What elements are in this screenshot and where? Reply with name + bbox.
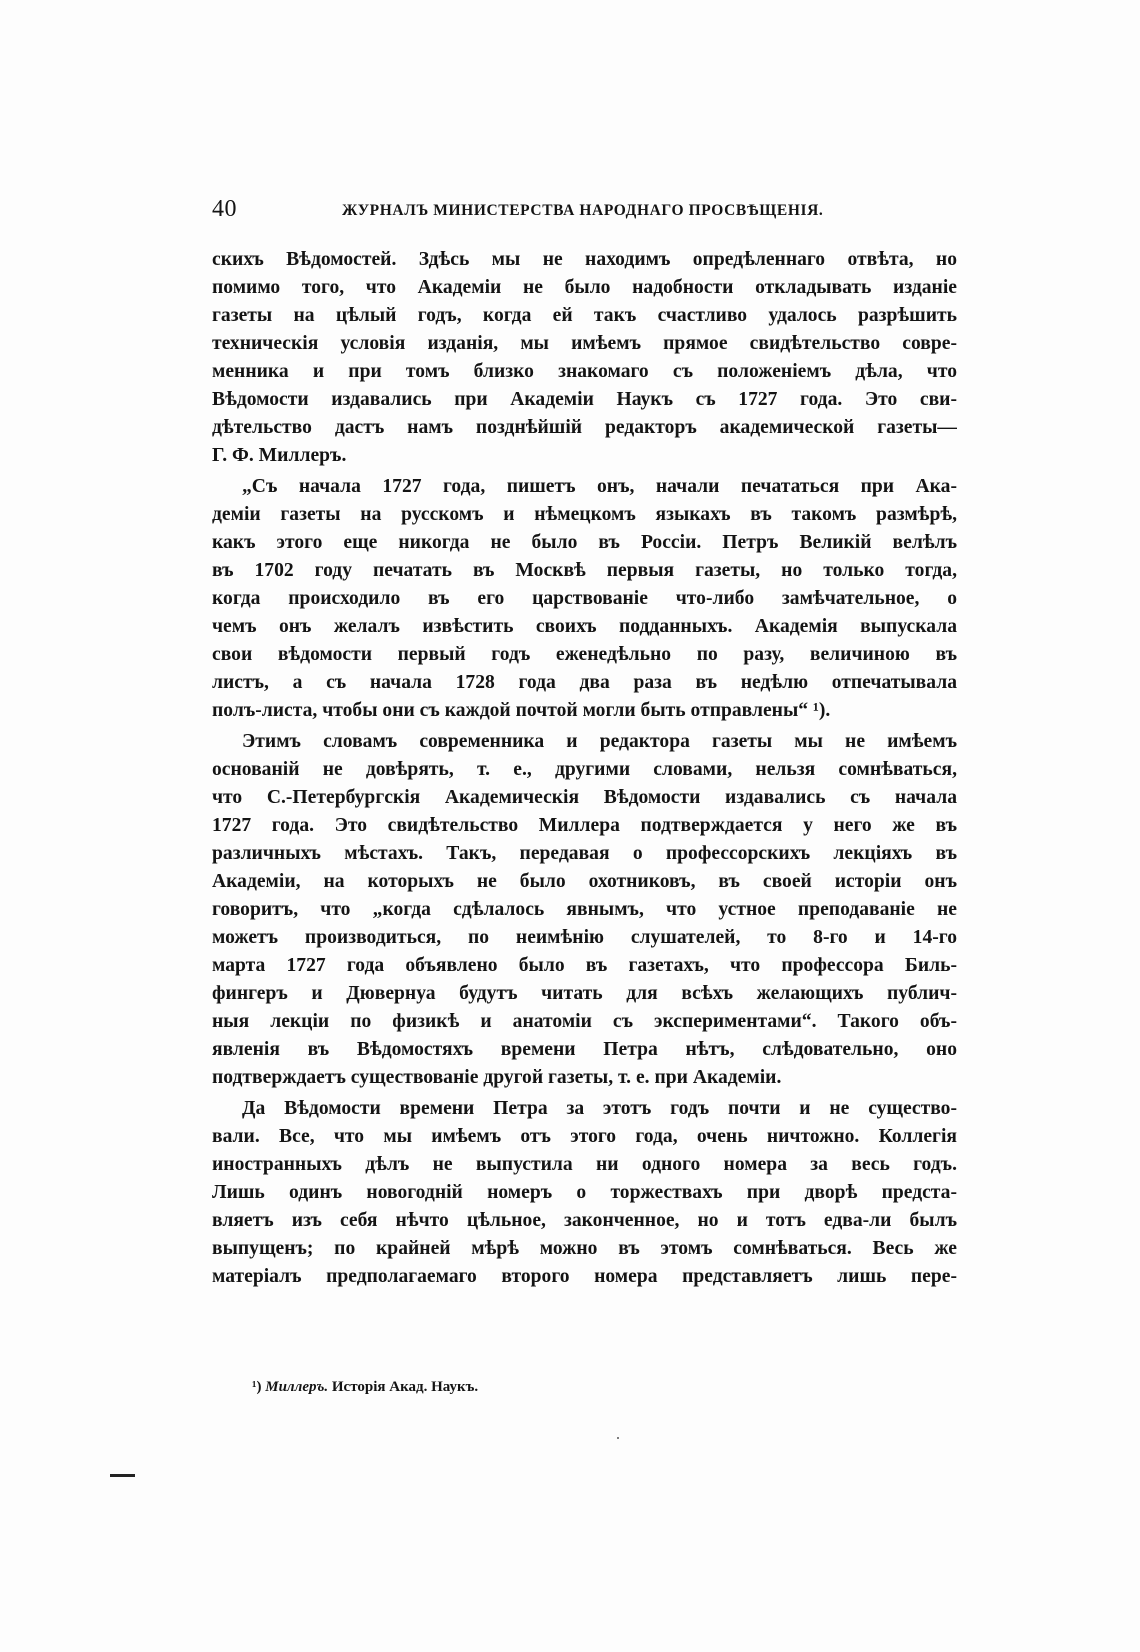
margin-mark [110, 1474, 135, 1477]
text-line: листъ, а съ начала 1728 года два раза въ недѣлю отпечатывала [212, 672, 957, 693]
text-line: фингеръ и Дювернуа будутъ читать для всѣхъ желающихъ публич- [212, 983, 957, 1004]
text-line: какъ этого еще никогда не было въ Россіи. Петръ Великій велѣлъ [212, 532, 957, 553]
body-text [212, 246, 957, 1291]
text-line: матеріалъ предполагаемаго второго номера представляетъ лишь пере- [212, 1266, 957, 1287]
text-line: Вѣдомости издавались при Академіи Наукъ съ 1727 года. Это сви- [212, 389, 957, 410]
running-head [212, 196, 957, 228]
text-line: подтверждаетъ существованіе другой газеты, т. е. при Академіи. [212, 1067, 782, 1088]
text-line: различныхъ мѣстахъ. Такъ, передавая о профессорскихъ лекціяхъ въ [212, 843, 957, 864]
text-line: менника и при томъ близко знакомаго съ положеніемъ дѣла, что [212, 361, 957, 382]
text-line: „Съ начала 1727 года, пишетъ онъ, начали печататься при Ака- [242, 476, 957, 497]
print-speck [617, 1437, 619, 1439]
text-line: Академіи, на которыхъ не было охотниковъ, въ своей исторіи онъ [212, 871, 957, 892]
text-line: можетъ производиться, по неимѣнію слушателей, то 8-го и 14-го [212, 927, 957, 948]
text-line: Этимъ словамъ современника и редактора газеты мы не имѣемъ [242, 731, 957, 752]
page-number: 40 [212, 196, 237, 222]
text-line: Г. Ф. Миллеръ. [212, 445, 347, 466]
footnote-marker: ¹) [252, 1379, 262, 1395]
text-line: вляетъ изъ себя нѣчто цѣльное, законченное, но и тотъ едва-ли былъ [212, 1210, 957, 1231]
text-line: вали. Все, что мы имѣемъ отъ этого года, очень ничтожно. Коллегія [212, 1126, 957, 1147]
text-line: ныя лекціи по физикѣ и анатоміи съ экспериментами“. Такого объ- [212, 1011, 957, 1032]
text-line: когда происходило въ его царствованіе что-либо замѣчательное, о [212, 588, 957, 609]
text-line: марта 1727 года объявлено было въ газетахъ, что профессора Биль- [212, 955, 957, 976]
text-line: газеты на цѣлый годъ, когда ей такъ счастливо удалось разрѣшить [212, 305, 957, 326]
text-line: скихъ Вѣдомостей. Здѣсь мы не находимъ опредѣленнаго отвѣта, но [212, 249, 957, 270]
text-line: техническія условія изданія, мы имѣемъ прямое свидѣтельство совре- [212, 333, 957, 354]
text-line: явленія въ Вѣдомостяхъ времени Петра нѣтъ, слѣдовательно, оно [212, 1039, 957, 1060]
text-line: выпущенъ; по крайней мѣрѣ можно въ этомъ сомнѣваться. Весь же [212, 1238, 957, 1259]
text-line: въ 1702 году печатать въ Москвѣ первыя газеты, но только тогда, [212, 560, 957, 581]
journal-title: ЖУРНАЛЪ МИНИСТЕРСТВА НАРОДНАГО ПРОСВѢЩЕНІЯ. [342, 202, 824, 219]
text-line: Лишь одинъ новогодній номеръ о торжествахъ при дворѣ предста- [212, 1182, 957, 1203]
text-line: деміи газеты на русскомъ и нѣмецкомъ языкахъ въ такомъ размѣрѣ, [212, 504, 957, 525]
text-line: дѣтельство дастъ намъ позднѣйшій редакторъ академической газеты— [212, 417, 957, 438]
text-line: свои вѣдомости первый годъ еженедѣльно по разу, величиною въ [212, 644, 957, 665]
text-line: Да Вѣдомости времени Петра за этотъ годъ почти и не существо- [242, 1098, 957, 1119]
footnote-source: Исторія Акад. Наукъ. [331, 1379, 479, 1395]
text-line: полъ-листа, чтобы они съ каждой почтой могли быть отправлены“ ¹). [212, 700, 831, 721]
footnote-author: Миллеръ. [265, 1379, 329, 1395]
text-line: 1727 года. Это свидѣтельство Миллера подтверждается у него же въ [212, 815, 957, 836]
text-line: иностранныхъ дѣлъ не выпустила ни одного номера за весь годъ. [212, 1154, 957, 1175]
text-line: говоритъ, что „когда сдѣлалось явнымъ, что устное преподаваніе не [212, 899, 957, 920]
text-line: основаній не довѣрять, т. е., другими словами, нельзя сомнѣваться, [212, 759, 957, 780]
text-line: что С.-Петербургскія Академическія Вѣдомости издавались съ начала [212, 787, 957, 808]
text-line: помимо того, что Академіи не было надобности откладывать изданіе [212, 277, 957, 298]
footnote [252, 1379, 478, 1396]
text-line: чемъ онъ желалъ извѣстить своихъ подданныхъ. Академія выпускала [212, 616, 957, 637]
